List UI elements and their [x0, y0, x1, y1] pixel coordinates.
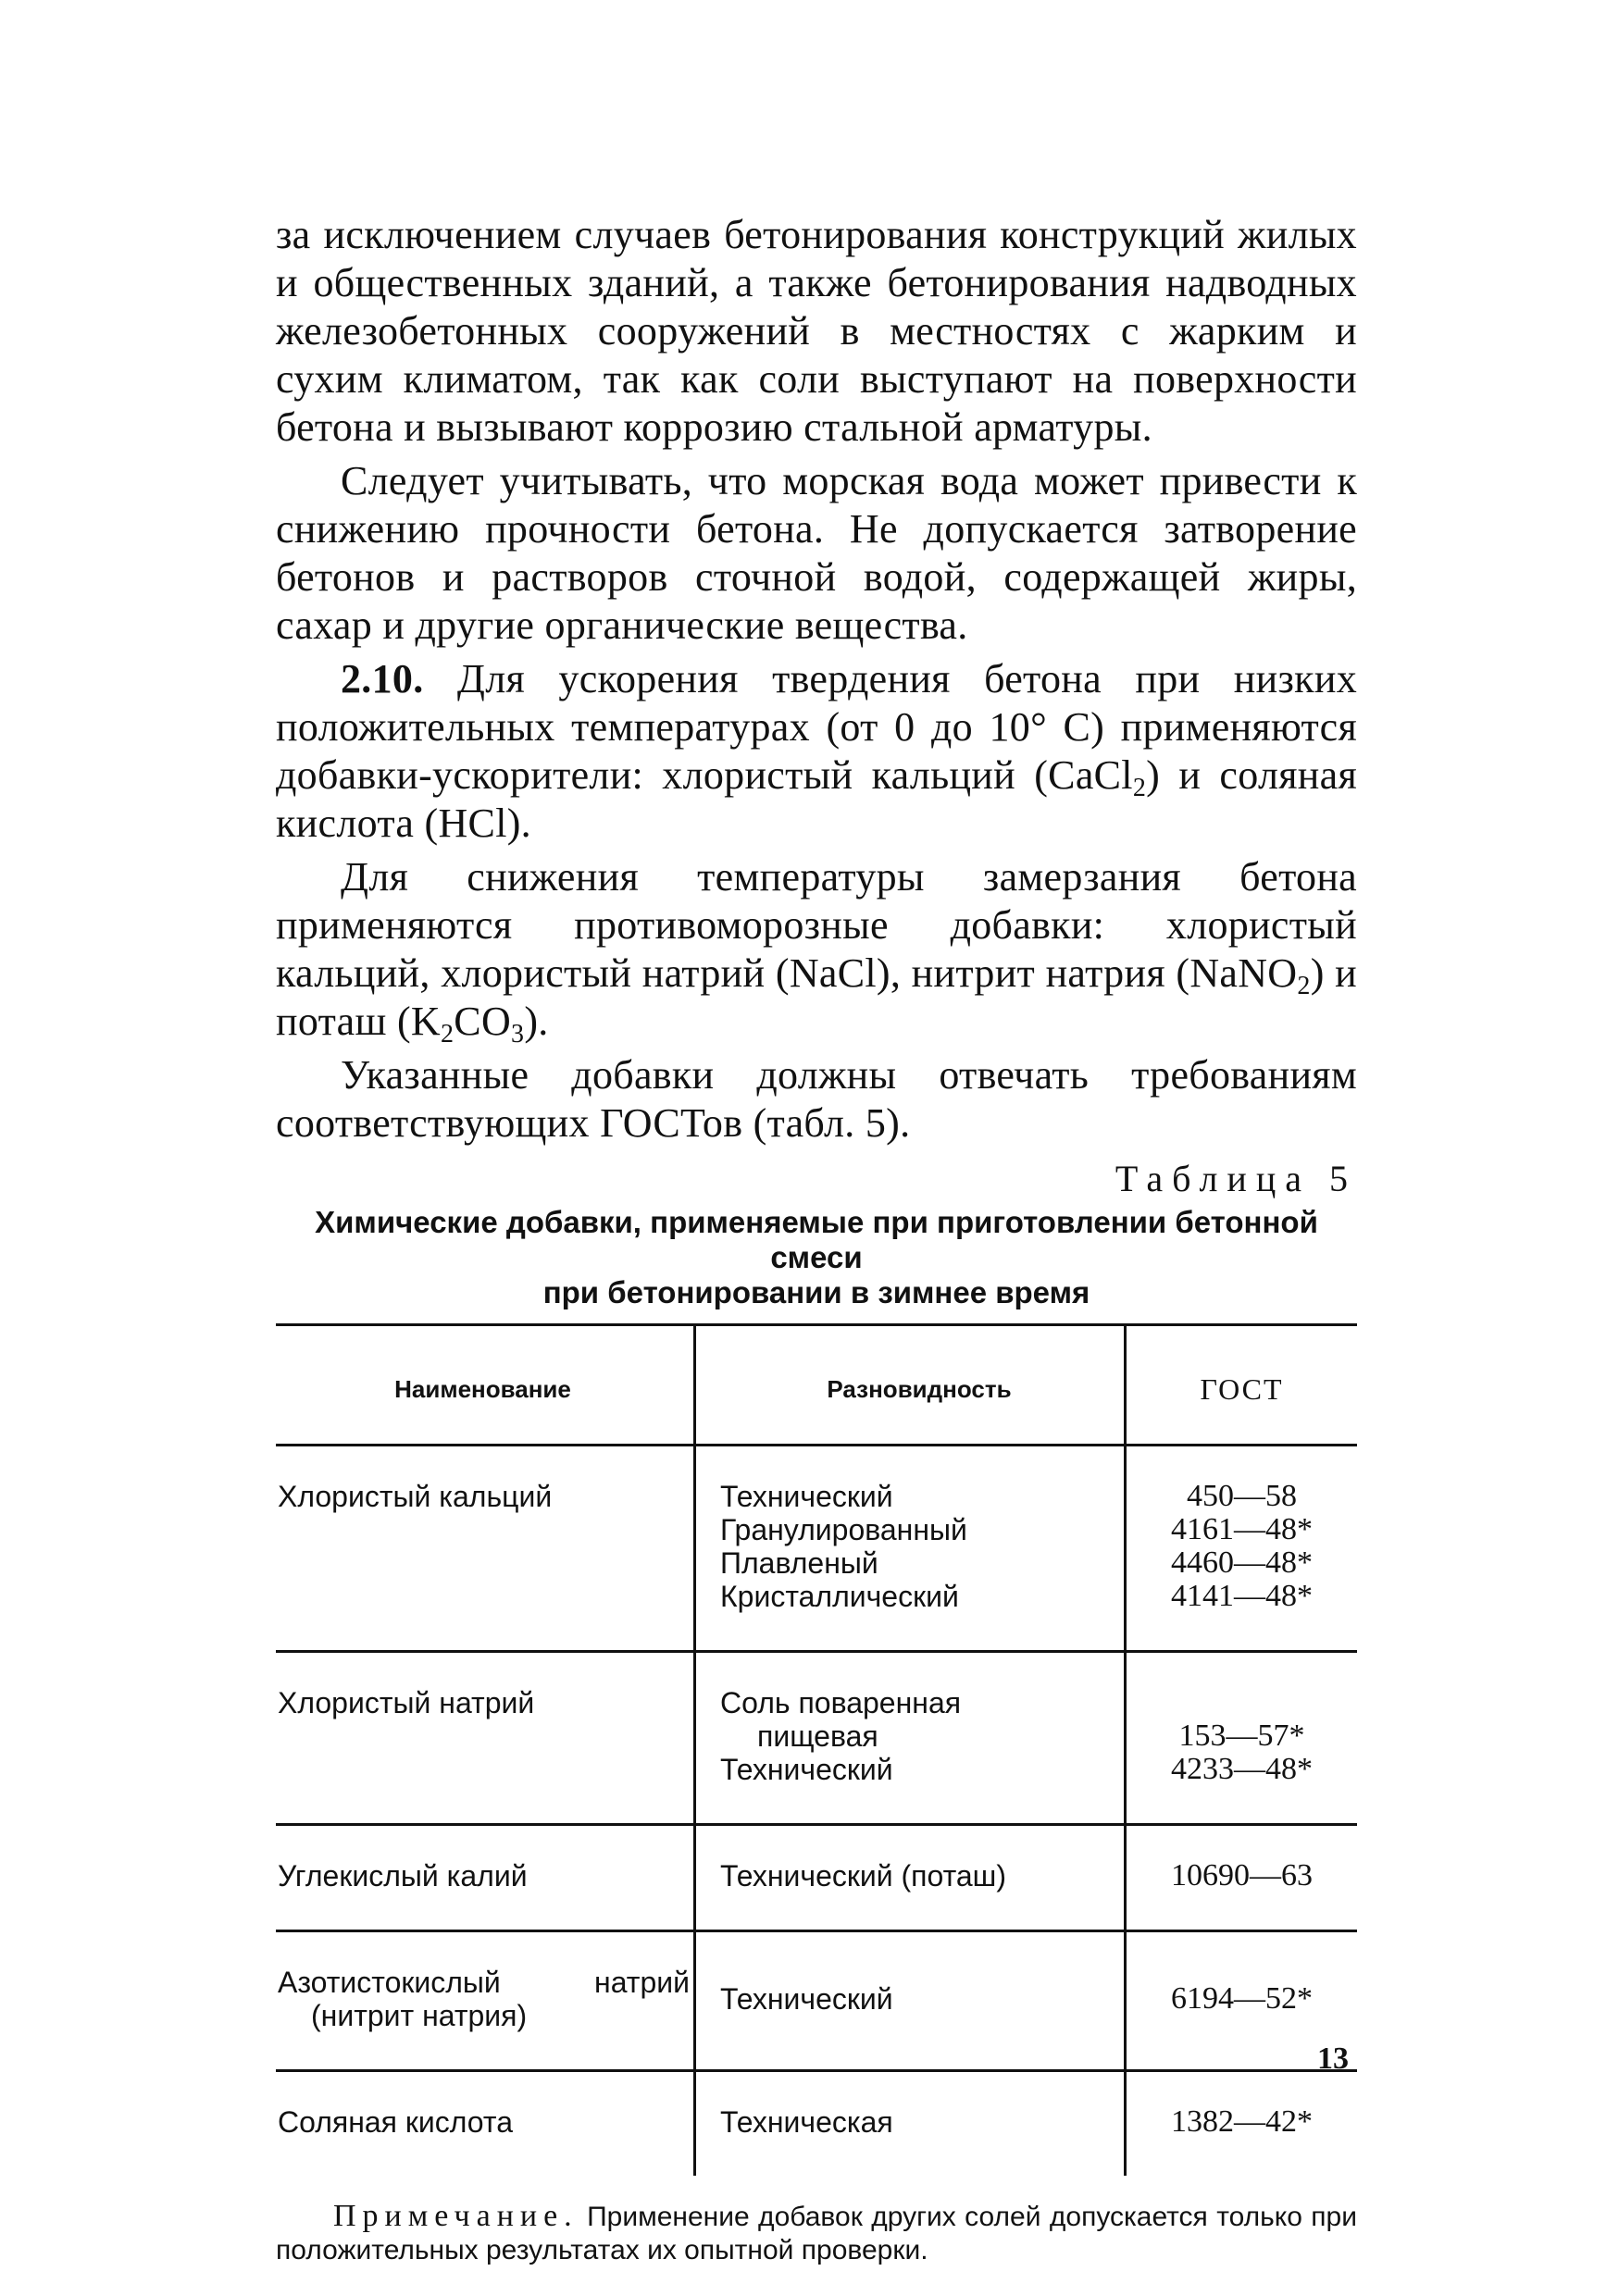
table-row: [276, 2071, 1357, 2177]
subscript: 2: [440, 1020, 455, 1049]
paragraph-4-text-a: Для снижения температуры замерзания бетона применяются противоморозные добавки: хлористый кальций, хлористый натрий (NaCl), нитрит натрия (NaNO: [276, 854, 1357, 996]
gost-item: 4460—48*: [1171, 1545, 1313, 1580]
cell-name: Хлористый кальций: [276, 1446, 695, 1652]
cell-name: [276, 1931, 695, 2071]
kind-item: Гранулированный: [720, 1513, 967, 1546]
kind-item: Плавленый: [720, 1546, 878, 1580]
kind-item: Технический: [720, 1753, 893, 1786]
cell-kind: [695, 1652, 1126, 1825]
document-page: [276, 211, 1357, 2295]
cell-kind: Технический (поташ): [695, 1825, 1126, 1931]
header-gost: ГОСТ: [1126, 1325, 1358, 1446]
paragraph-5: Указанные добавки должны отвечать требованиям соответствующих ГОСТов (табл. 5).: [276, 1052, 1357, 1146]
cell-kind: [695, 1446, 1126, 1652]
section-number: 2.10.: [341, 656, 424, 701]
table-title-line-1: Химические добавки, применяемые при приготовлении бетонной смеси: [315, 1205, 1318, 1274]
table-title: [276, 1205, 1357, 1310]
note-label: Примечание.: [333, 2199, 579, 2233]
paragraph-4: [276, 853, 1358, 1049]
subscript: 2: [1132, 774, 1147, 802]
cell-gost: 10690—63: [1126, 1825, 1358, 1931]
cell-gost: [1126, 1652, 1358, 1825]
paragraph-2: Следует учитывать, что морская вода может привести к снижению прочности бетона. Не допускается затворение бетонов и растворов сточной водой, содержащей жиры, сахар и другие органические вещества.: [276, 458, 1357, 648]
cell-gost: [1126, 1446, 1358, 1652]
paragraph-4-text-d: ).: [524, 999, 549, 1044]
header-name: Наименование: [276, 1325, 695, 1446]
gost-spacer: [1130, 1686, 1353, 1719]
paragraph-3-text-b: ) и соляная кислота (HCl).: [276, 752, 1357, 846]
subscript: 3: [511, 1020, 525, 1049]
gost-item: 4161—48*: [1171, 1512, 1313, 1546]
paragraph-3-text-a: Для ускорения твердения бетона при низких положительных температурах (от 0 до 10° С) применяются добавки-ускорители: хлористый кальций (CaCl: [276, 656, 1357, 798]
table-header-row: [276, 1325, 1357, 1446]
kind-item: Соль поваренная: [720, 1686, 962, 1719]
note-text: Применение добавок других солей допускается только при положительных результатах их опытной проверки.: [276, 2202, 1357, 2265]
paragraph-3: [276, 655, 1357, 848]
table-note: [276, 2200, 1357, 2267]
cell-gost: 1382—42*: [1126, 2071, 1358, 2177]
cell-kind: Технический: [695, 1931, 1126, 2071]
table-row: [276, 1931, 1357, 2071]
additives-table: [276, 1323, 1357, 2176]
page-number: 13: [1317, 2042, 1349, 2076]
cell-name: Хлористый натрий: [276, 1652, 695, 1825]
gost-item: 450—58: [1187, 1479, 1297, 1513]
table-row: [276, 1825, 1357, 1931]
paragraph-1: за исключением случаев бетонирования конструкций жилых и общественных зданий, а также бетонирования надводных железобетонных сооружений в местностях с жарким и сухим климатом, так как соли выступают на поверхности бетона и вызывают коррозию стальной арматуры.: [276, 212, 1357, 450]
table-row: [276, 1446, 1357, 1652]
paragraph-4-text-c: CO: [454, 999, 512, 1044]
kind-item: Технический: [720, 1480, 893, 1513]
kind-item: Кристаллический: [720, 1580, 959, 1613]
table-row: [276, 1652, 1357, 1825]
cell-name: Углекислый калий: [276, 1825, 695, 1931]
cell-gost: 6194—52*: [1126, 1931, 1358, 2071]
name-line: Азотистокислый натрий: [278, 1966, 690, 1999]
name-line: (нитрит натрия): [311, 1999, 528, 2032]
cell-name: Соляная кислота: [278, 2105, 513, 2139]
gost-item: 4233—48*: [1171, 1752, 1313, 1786]
gost-item: 153—57*: [1178, 1719, 1305, 1753]
kind-item: пищевая: [757, 1719, 878, 1753]
subscript: 2: [1297, 972, 1311, 1000]
gost-item: 4141—48*: [1171, 1579, 1313, 1613]
table-title-line-2: при бетонировании в зимнее время: [542, 1275, 1090, 1309]
cell-kind: Техническая: [695, 2071, 1126, 2177]
paragraph-4-text-b: ) и поташ (K: [276, 950, 1358, 1044]
table-label: Таблица 5: [1115, 1158, 1357, 1199]
header-kind: Разновидность: [695, 1325, 1126, 1446]
